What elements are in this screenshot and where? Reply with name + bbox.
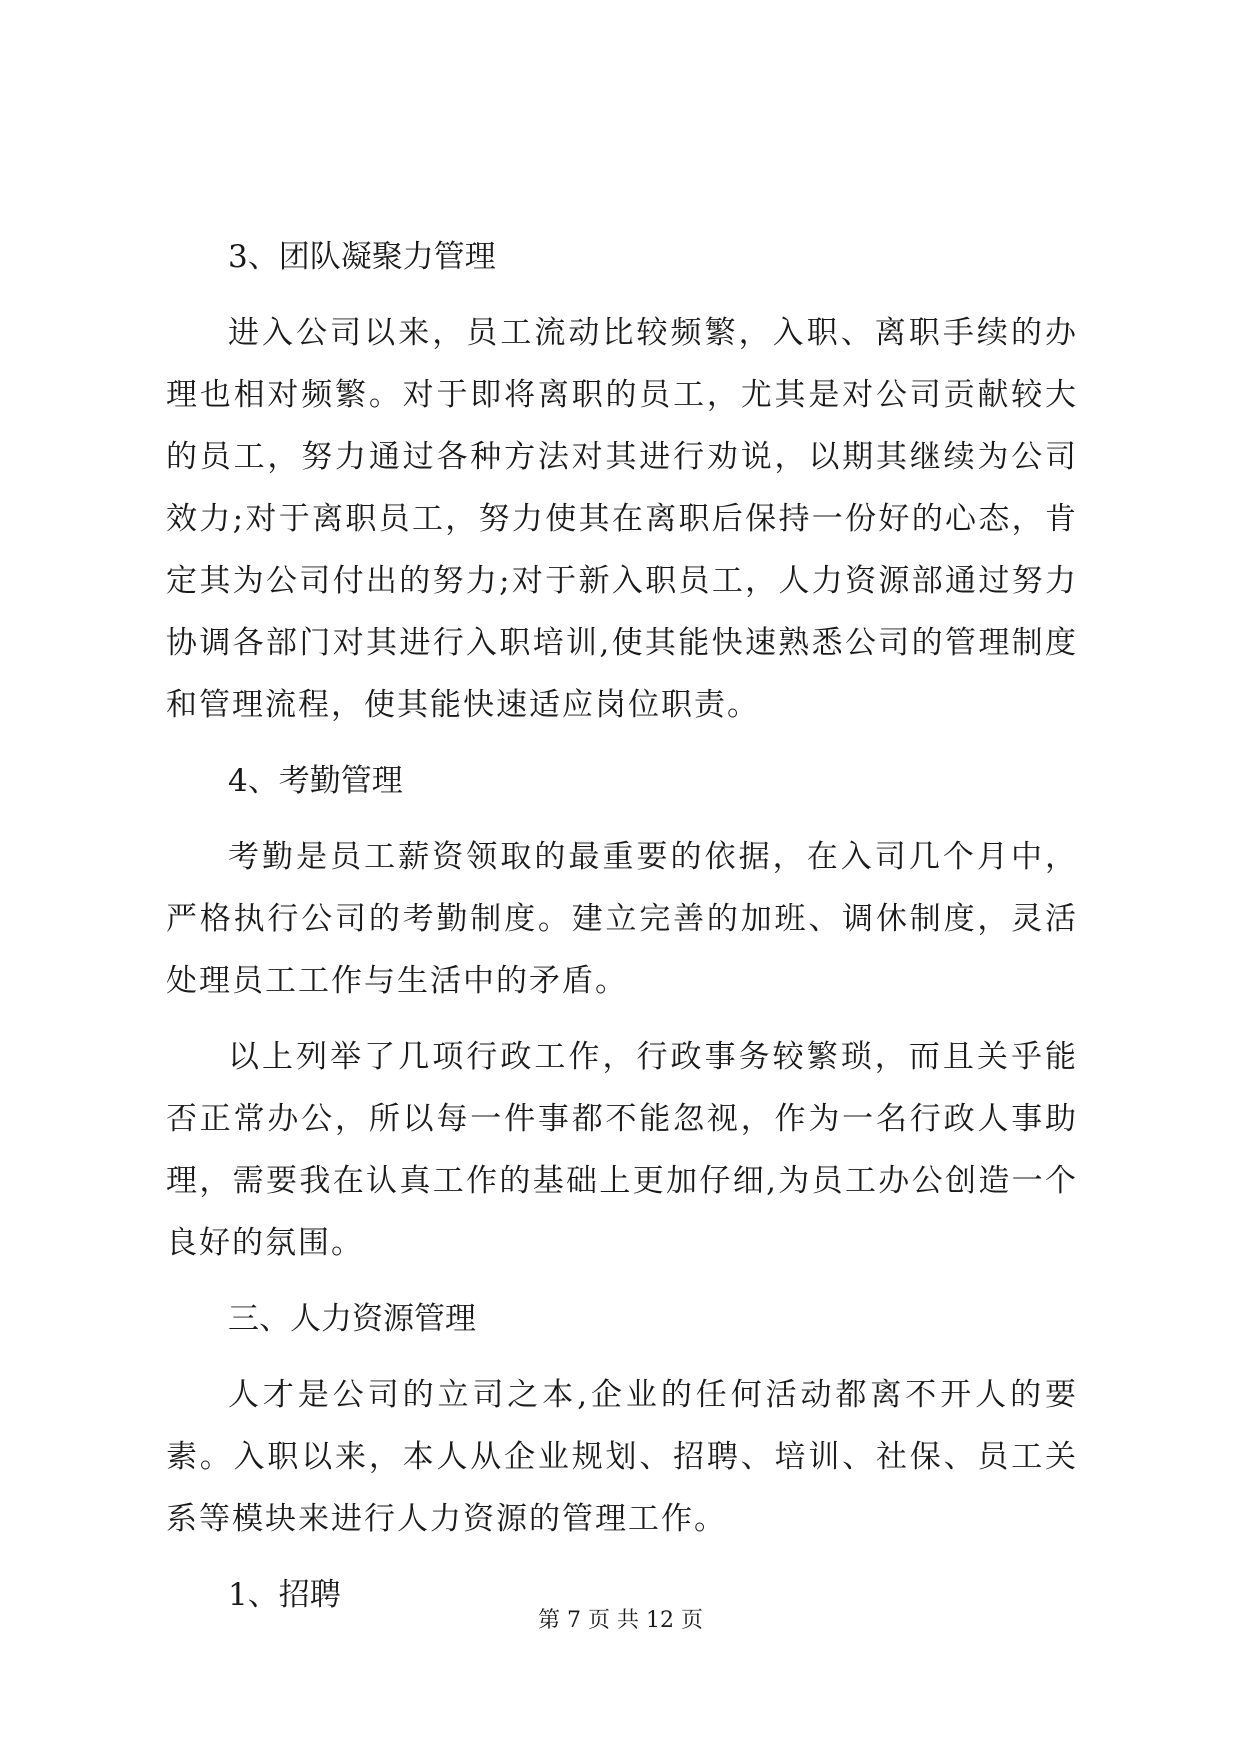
document-body [166, 226, 1078, 1626]
spacer [166, 736, 1078, 750]
page-footer: 第 7 页 共 12 页 [538, 1608, 703, 1633]
section-heading-team-cohesion: 3、团队凝聚力管理 [228, 239, 496, 275]
spacer [166, 1550, 1078, 1564]
paragraph-team-cohesion: 进入公司以来，员工流动比较频繁，入职、离职手续的办理也相对频繁。对于即将离职的员工，尤其是对公司贡献较大的员工，努力通过各种方法对其进行劝说，以期其继续为公司效力;对于离职员工，努力使其在离职后保持一份好的心态，肯定其为公司付出的努力;对于新入职员工，人力资源部通过努力协调各部门对其进行入职培训,使其能快速熟悉公司的管理制度和管理流程，使其能快速适应岗位职责。 [166, 315, 1078, 723]
section-heading-attendance: 4、考勤管理 [228, 763, 403, 799]
paragraph-hr-management: 人才是公司的立司之本,企业的任何活动都离不开人的要素。入职以来，本人从企业规划、招聘、培训、社保、员工关系等模块来进行人力资源的管理工作。 [166, 1377, 1078, 1537]
spacer [166, 1012, 1078, 1026]
section-heading-recruitment: 1、招聘 [228, 1577, 341, 1613]
spacer [166, 812, 1078, 826]
paragraph-attendance: 考勤是员工薪资领取的最重要的依据，在入司几个月中，严格执行公司的考勤制度。建立完善的加班、调休制度，灵活处理员工工作与生活中的矛盾。 [166, 839, 1078, 999]
spacer [166, 1274, 1078, 1288]
paragraph-admin-summary: 以上列举了几项行政工作，行政事务较繁琐，而且关乎能否正常办公，所以每一件事都不能忽视，作为一名行政人事助理，需要我在认真工作的基础上更加仔细,为员工办公创造一个良好的氛围。 [166, 1039, 1078, 1261]
section-heading-hr-management: 三、人力资源管理 [228, 1301, 476, 1337]
spacer [166, 288, 1078, 302]
spacer [166, 1350, 1078, 1364]
